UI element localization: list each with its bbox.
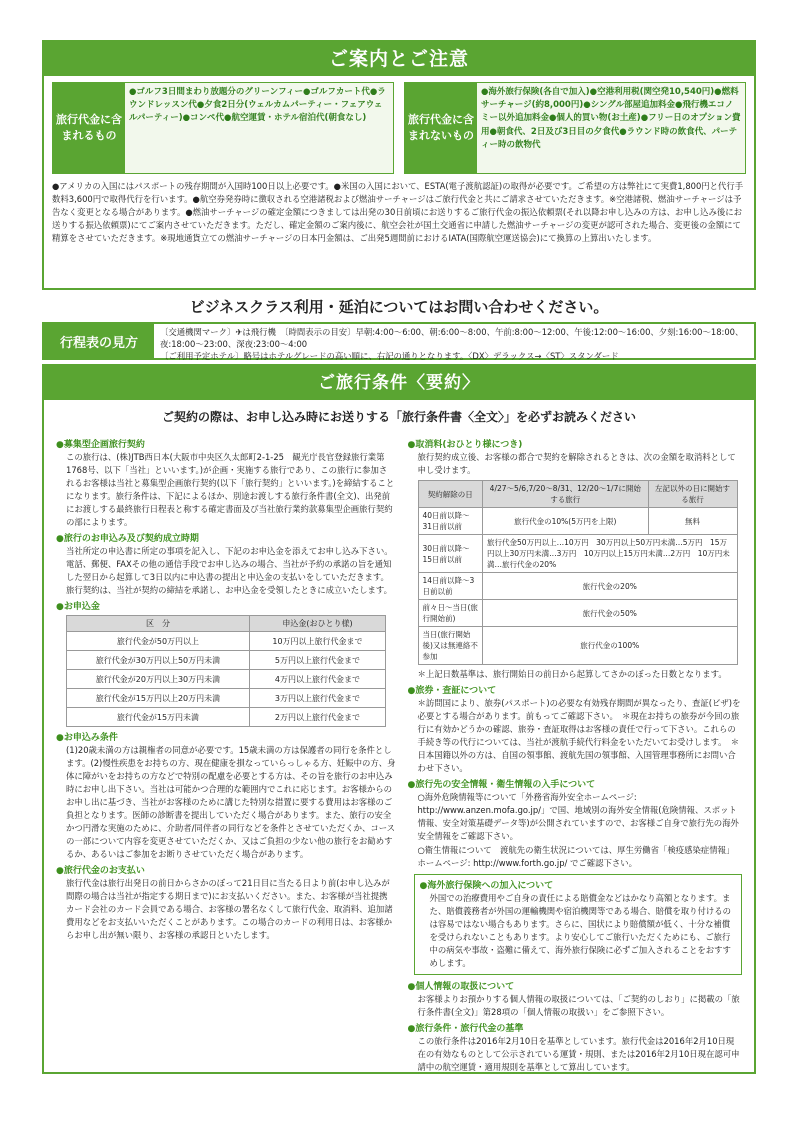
table-cell: 3万円以上旅行代金まで bbox=[249, 689, 385, 708]
table-cell: 前々日～当日(旅行開始前) bbox=[418, 600, 483, 627]
insurance-box bbox=[414, 874, 743, 975]
section-text: (1)20歳未満の方は親権者の同意が必要です。15歳未満の方は保護者の同行を条件とします。(2)慢性疾患をお持ちの方、現在健康を損なっていらっしゃる方、妊娠中の方、身体に障がいをお持ちの方などで特別の配慮を必要とする方は、その旨を旅行のお申込み時にお申し出下さい。当社は可能かつ合理的な範囲内でこれに応じます。お客様からのお申し出に基づき、当社がお客様のために講じた特別な措置に要する費用はお客様のご負担となります。医師の診断書を提出していただく場合があります。また、旅行の安全かつ円滑な実施のために、介助者/同伴者の同行などを条件とさせていただくか、コースの一部について内容を変更させていただくか、又はご負担の少ない他の旅行をお勧めするか、あるいはご参加をお断りさせていただく場合があります。 bbox=[66, 745, 396, 860]
table-cell: 旅行代金の50% bbox=[483, 600, 737, 627]
section-heading: ●旅行のお申込み及び契約成立時期 bbox=[56, 534, 199, 545]
conditions-section bbox=[42, 364, 756, 1074]
section-text: ＊訪問国により、旅券(パスポート)の必要な有効残存期間が異なったり、査証(ビザ)を必要とする場合があります。前もってご確認下さい。 ＊現在お持ちの旅券が今回の旅行に有効かどうかの確認、旅券・査証取得はお客様の責任で行って下さい。これらの手続き等の代行については、当社が渡航手続代行料金をいただいてお受けします。 ＊日本国籍以外の方は、自国の領事館、渡航先国の領事館、入国管理事務所にお問い合わせ下さい。 bbox=[417, 698, 741, 774]
excluded-label: 旅行代金に含まれないもの bbox=[405, 83, 477, 173]
table-cell: 40日前以降～31日前以前 bbox=[418, 508, 483, 535]
fee-note: ＊上記日数基準は、旅行開始日の前日から起算してさかのぼった日数となります。 bbox=[417, 669, 727, 680]
itinerary-line-1: 〔交通機関マーク〕✈は飛行機 〔時間表示の目安〕早朝:4:00～6:00、朝:6:00～8:00、午前:8:00～12:00、午後:12:00～16:00、夕刻:16:00～18:00、夜:18:00～23:00、深夜:23:00～4:00 bbox=[160, 327, 744, 350]
deposit-header: 申込金(おひとり様) bbox=[249, 616, 385, 632]
table-cell: 旅行代金の100% bbox=[483, 627, 737, 665]
table-cell: 旅行代金が15万円未満 bbox=[67, 708, 250, 727]
table-row bbox=[67, 689, 386, 708]
section-heading: ●旅行先の安全情報・衛生情報の入手について bbox=[407, 780, 596, 791]
table-row bbox=[67, 632, 386, 651]
itinerary-label: 行程表の見方 bbox=[44, 324, 154, 358]
fee-header: 契約解除の日 bbox=[418, 481, 483, 508]
section-heading: ●個人情報の取扱について bbox=[407, 982, 515, 993]
excluded-text: ●海外旅行保険(各自で加入)●空港利用税(関空発10,540円)●燃料サーチャージ(約8,000円)●シングル部屋追加料金●飛行機エコノミー以外追加料金●個人的買い物(お土産)●フリー日のオプション費用●朝食代、2日及び3日目の夕食代●ラウンド時の飲食代、パーティー時の飲物代 bbox=[481, 87, 741, 150]
business-class-note: ビジネスクラス利用・延泊についてはお問い合わせください。 bbox=[189, 298, 609, 316]
section-text: この旅行は、(株)JTB西日本(大阪市中央区久太郎町2-1-25 観光庁長官登録旅行業第1768号、以下「当社」といいます。)が企画・実施する旅行であり、この旅行に参加されるお客様は当社と募集型企画旅行契約(以下「旅行契約」といいます。)を締結することになります。旅行条件は、下記によるほか、別途お渡しする旅行条件書(全文)、出発前にお渡しする最終旅行日程表と称する確定書面及び当社旅行業約款募集型企画旅行契約の部によります。 bbox=[66, 452, 395, 528]
section-heading: ●旅行条件・旅行代金の基準 bbox=[407, 1024, 524, 1035]
included-text: ●ゴルフ3日間まわり放題分のグリーンフィー●ゴルフカート代●ラウンドレッスン代●夕食2日分(ウェルカムパーティー・フェアウェルパーティー)●コンペ代●航空運賃・ホテル宿泊代(朝食なし) bbox=[129, 87, 386, 124]
table-cell: 無料 bbox=[648, 508, 737, 535]
section-heading: ●取消料(おひとり様につき) bbox=[407, 440, 523, 450]
section-text: この旅行条件は2016年2月10日を基準としています。旅行代金は2016年2月10日現在の有効なものとして公示されている運賃・規則、または2016年2月10日現在認可申請中の航空運賃・適用規則を基準として算出しています。 bbox=[417, 1036, 740, 1073]
table-cell: 2万円以上旅行代金まで bbox=[249, 708, 385, 727]
section-text: お客様よりお預かりする個人情報の取扱については、「ご契約のしおり」に掲載の「旅行条件書(全文)」第28項の「個人情報の取扱い」をご参照下さい。 bbox=[417, 994, 740, 1018]
conditions-title: ご旅行条件〈要約〉 bbox=[44, 366, 754, 400]
itinerary-section bbox=[42, 322, 756, 360]
table-cell: 10万円以上旅行代金まで bbox=[249, 632, 385, 651]
section-text: 当社所定の申込書に所定の事項を記入し、下記のお申込金を添えてお申し込み下さい。電話、郵便、FAXその他の通信手段でお申し込みの場合、当社が予約の承諾の旨を通知した翌日から起算して3日以内に申込書の提出と申込金の支払いをしていただきます。旅行契約は、当社が契約の締結を承諾し、お申込金を受領したときに成立いたします。 bbox=[66, 546, 393, 596]
fee-header: 左記以外の日に開始する旅行 bbox=[648, 481, 737, 508]
section-text: ○衛生情報について 渡航先の衛生状況については、厚生労働省「検疫感染症情報」ホームページ: http://www.forth.go.jp/ でご確認下さい。 bbox=[417, 845, 735, 869]
table-row bbox=[67, 708, 386, 727]
table-row bbox=[418, 627, 737, 665]
section-text: 旅行代金は旅行出発日の前日からさかのぼって21日目に当たる日より前(お申し込みが間際の場合は当社が指定する期日まで)にお支払いください。また、お客様が当社提携カード会社のカード会員である場合、お客様の署名なくして旅行代金、取消料、追加諸費用などをお支払いいただくことがあります。この場合のカードの利用日は、お客様からお申し出が無い限り、お客様の承認日といたします。 bbox=[66, 878, 393, 941]
fee-header: 4/27～5/6,7/20～8/31、12/20～1/7に開始する旅行 bbox=[483, 481, 648, 508]
table-cell: 旅行代金が15万円以上20万円未満 bbox=[67, 689, 250, 708]
table-cell: 4万円以上旅行代金まで bbox=[249, 670, 385, 689]
conditions-columns bbox=[44, 435, 754, 1075]
table-cell: 当日(旅行開始後)又は無連絡不参加 bbox=[418, 627, 483, 665]
conditions-subtitle: ご契約の際は、お申し込み時にお送りする「旅行条件書〈全文〉」を必ずお読みください bbox=[161, 410, 636, 424]
table-row bbox=[67, 651, 386, 670]
section-heading: ●お申込み条件 bbox=[56, 733, 118, 744]
deposit-header: 区 分 bbox=[67, 616, 250, 632]
section-text: 外国での治療費用やご自身の責任による賠償金などはかなり高額となります。また、賠償義務者が外国の運輸機関や宿泊機関等である場合、賠償を取り付けるのは容易ではない場合もあります。さらに、国状により賠償額が低く、十分な補償を受けられないこともあります。より安心してご旅行いただくためにも、ご旅行中の病気や事故・盗難に備えて、海外旅行保険に必ずご加入されることをおすすめします。 bbox=[429, 893, 731, 969]
table-row bbox=[67, 670, 386, 689]
table-cell: 旅行代金が20万円以上30万円未満 bbox=[67, 670, 250, 689]
section-heading: ●旅券・査証について bbox=[407, 686, 497, 697]
included-box bbox=[52, 82, 394, 174]
section-text: ○海外危険情報等について「外務省海外安全ホームページ: http://www.anzen.mofa.go.jp/」で国、地域別の海外安全情報(危険情報、スポット情報、安全対策基礎データ等)が公開されていますので、お客様ご自身で旅行先の海外安全情報をご確認下さい。 bbox=[417, 792, 739, 842]
deposit-table bbox=[66, 615, 386, 727]
table-cell: 旅行代金が50万円以上 bbox=[67, 632, 250, 651]
itinerary-text bbox=[154, 324, 754, 362]
section-text: 旅行契約成立後、お客様の都合で契約を解除されるときは、次の金額を取消料として申し受けます。 bbox=[417, 452, 736, 476]
section-heading: ●募集型企画旅行契約 bbox=[56, 440, 145, 450]
left-column bbox=[56, 435, 396, 1075]
excluded-box bbox=[404, 82, 746, 174]
section-heading: ●旅行代金のお支払い bbox=[56, 866, 145, 877]
inclusion-row bbox=[44, 76, 754, 174]
right-column bbox=[408, 435, 743, 1075]
table-cell: 旅行代金50万円以上…10万円 30万円以上50万円未満…5万円 15万円以上30万円未満…3万円 10万円以上15万円未満…2万円 10万円未満…旅行代金の20% bbox=[483, 535, 737, 573]
included-label: 旅行代金に含まれるもの bbox=[53, 83, 125, 173]
table-row bbox=[418, 600, 737, 627]
table-row bbox=[418, 508, 737, 535]
section-heading: ●海外旅行保険への加入について bbox=[419, 881, 554, 892]
table-row bbox=[418, 573, 737, 600]
guide-title: ご案内とご注意 bbox=[44, 42, 754, 76]
itinerary-line-2: 〔ご利用予定ホテル〕略号はホテルグレードの高い順に、右記の通りとなります。〈DX〉デラックス→〈ST〉スタンダード bbox=[160, 351, 619, 362]
table-cell: 旅行代金が30万円以上50万円未満 bbox=[67, 651, 250, 670]
cancellation-fee-table bbox=[418, 480, 738, 665]
table-cell: 30日前以降～15日前以前 bbox=[418, 535, 483, 573]
table-cell: 5万円以上旅行代金まで bbox=[249, 651, 385, 670]
table-row bbox=[418, 535, 737, 573]
table-cell: 旅行代金の20% bbox=[483, 573, 737, 600]
table-cell: 14日前以降～3日前以前 bbox=[418, 573, 483, 600]
section-heading: ●お申込金 bbox=[56, 602, 100, 613]
guide-section bbox=[42, 40, 756, 290]
table-cell: 旅行代金の10%(5万円を上限) bbox=[483, 508, 648, 535]
guide-notes: ●アメリカの入国にはパスポートの残存期間が入国時100日以上必要です。●米国の入国において、ESTA(電子渡航認証)の取得が必要です。ご希望の方は弊社にて実費1,800円と代行手数料3,600円で取得代行を行います。●航空券発券時に徴収される空港諸税および燃油サーチャージはご旅行代金と共にご請求させていただきます。※空港諸税、燃油サーチャージは予告なく変更となる場合があります。●燃油サーチャージの確定金額につきましては出発の30日前頃にお送りするご旅行代金の振込依頼票(それ以降お申し込みの方は、お申し込み後にお送りする振込依頼票)にてご案内させていただきます。ただし、確定金額のご案内後に、航空会社が国土交通省に申請した燃油サーチャージの変更が認可された場合、変更後の金額にて精算をさせていただきます。※現地通貨立ての燃油サーチャージの日本円金額は、ご出発5週間前におけるIATA(国際航空運送協会)にて換算の上算出いたします。 bbox=[52, 181, 744, 244]
